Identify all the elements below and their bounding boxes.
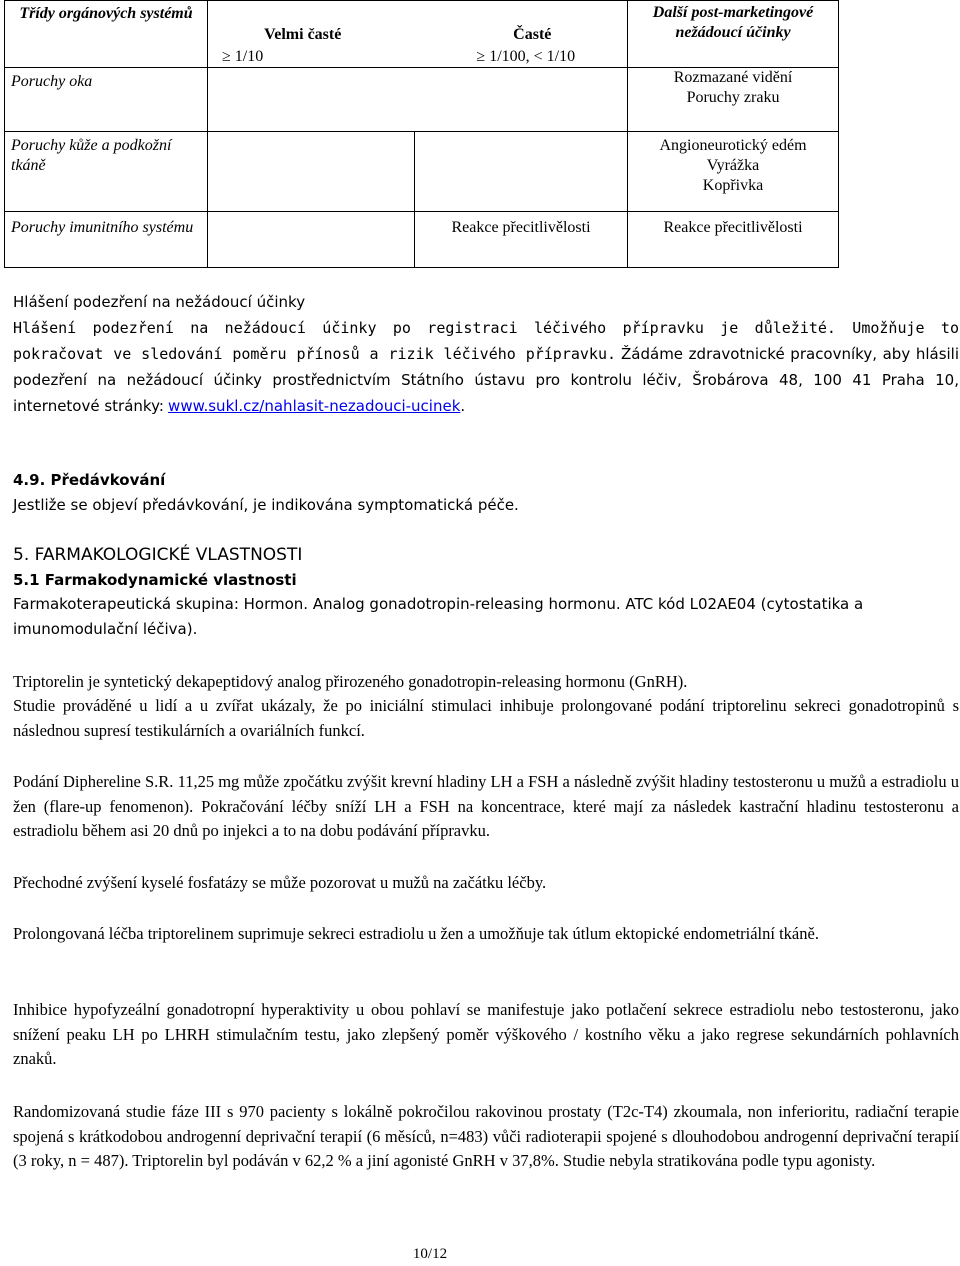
header-very-common-frequency: ≥ 1/10 — [222, 48, 264, 65]
frequency-cell — [208, 68, 628, 132]
table-row — [5, 212, 839, 268]
very-common-cell — [208, 212, 415, 268]
section-5-1-heading: 5.1 Farmakodynamické vlastnosti — [13, 570, 297, 589]
paragraph-triptorelin: Triptorelin je syntetický dekapeptidový analog přirozeného gonadotropin-releasing hormonu (GnRH). — [13, 672, 688, 691]
table-header-row — [5, 1, 839, 68]
reporting-paragraph: Hlášení podezření na nežádoucí účinky po registraci léčivého přípravku je důležité. Umožňuje to pokračovat ve sledování poměru přínosů a rizik léčivého přípravku. Žádáme zdravotnické pracovníky, aby hlásili podezření na nežádoucí účinky prostřednictvím Státního ústavu pro kontrolu léčiv, Šrobárova 48, 100 41 Praha 10, internetové stránky: www.sukl.cz/nahlasit-nezadouci-ucinek. — [13, 319, 960, 415]
organ-class-cell: Poruchy imunitního systému — [5, 212, 208, 268]
header-common: Časté — [513, 26, 552, 43]
organ-class-cell: Poruchy kůže a podkožní tkáně — [5, 132, 208, 212]
organ-class-cell: Poruchy oka — [5, 68, 208, 132]
header-organ-class: Třídy orgánových systémů — [5, 1, 208, 68]
paragraph-randomized-study: Randomizovaná studie fáze III s 970 pacienty s lokálně pokročilou rakovinou prostaty (T2c-T4) zkoumala, non inferioritu, radiační terapie spojená s krátkodobou androgenní deprivační terapií (6 měsíců, n=483) vůči radioterapii spojené s dlouhodobou androgenní deprivační terapií (3 roky, n = 487). Triptorelin byl podáván v 62,2 % a jiní agonisté GnRH v 37,8%. Studie nebyla stratikována podle typu agonisty. — [13, 1102, 959, 1170]
paragraph-phosphatase: Přechodné zvýšení kyselé fosfatázy se může pozorovat u mužů na začátku léčby. — [13, 873, 547, 892]
header-very-common: Velmi časté — [264, 26, 342, 43]
reporting-section — [13, 289, 959, 419]
adverse-effects-table — [4, 0, 839, 268]
paragraph-inhibition: Inhibice hypofyzeální gonadotropní hyperaktivity u obou pohlaví se manifestuje jako potlačení sekrece estradiolu nebo testosteronu, jako snížení peaku LH po LHRH stimulačním testu, jako zlepšený poměr výškového / kostního věku a jako regrese sekundárních pohlavních znaků. — [13, 1000, 959, 1068]
post-marketing-cell: Rozmazané vidění Poruchy zraku — [628, 68, 839, 132]
overdose-text: Jestliže se objeví předávkování, je indikována symptomatická péče. — [13, 495, 519, 514]
reporting-heading: Hlášení podezření na nežádoucí účinky — [13, 293, 306, 311]
section-5-heading: 5. FARMAKOLOGICKÉ VLASTNOSTI — [13, 545, 303, 565]
sukl-link[interactable]: www.sukl.cz/nahlasit-nezadouci-ucinek — [168, 397, 461, 415]
post-marketing-cell: Reakce přecitlivělosti — [628, 212, 839, 268]
common-cell — [415, 132, 628, 212]
table-row — [5, 68, 839, 132]
page-number: 10/12 — [412, 1246, 448, 1262]
paragraph-prolonged: Prolongovaná léčba triptorelinem suprimuje sekreci estradiolu u žen a umožňuje tak útlum ektopické endometriální tkáně. — [13, 924, 819, 943]
paragraph-administration: Podání Diphereline S.R. 11,25 mg může zpočátku zvýšit krevní hladiny LH a FSH a následně zvýšit hladiny testosteronu u mužů a estradiolu u žen (flare-up fenomenon). Pokračování léčby sníží LH a FSH na koncentrace, které mají za následek kastrační hladinu testosteronu a estradiolu během asi 20 dnů po injekci a to na dobu podávání přípravku. — [13, 772, 959, 840]
pharmacotherapeutic-group: Farmakoterapeutická skupina: Hormon. Analog gonadotropin-releasing hormonu. ATC kód L02AE04 (cytostatika a imunomodulační léčiva). — [13, 595, 864, 638]
very-common-cell — [208, 132, 415, 212]
header-frequency-group — [208, 1, 628, 68]
overdose-heading: 4.9. Předávkování — [13, 471, 166, 489]
common-cell: Reakce přecitlivělosti — [415, 212, 628, 268]
header-post-marketing: Další post-marketingové nežádoucí účinky — [628, 1, 839, 68]
table-row — [5, 132, 839, 212]
overdose-section — [13, 468, 959, 517]
header-common-frequency: ≥ 1/100, < 1/10 — [476, 48, 576, 65]
paragraph-studies: Studie prováděné u lidí a u zvířat ukázaly, že po iniciální stimulaci inhibuje prolongované podání triptorelinu sekreci gonadotropinů s následnou supresí testikulárních a ovariálních funkcí. — [13, 696, 959, 740]
post-marketing-cell: Angioneurotický edém Vyrážka Kopřivka — [628, 132, 839, 212]
section-5 — [13, 543, 959, 641]
